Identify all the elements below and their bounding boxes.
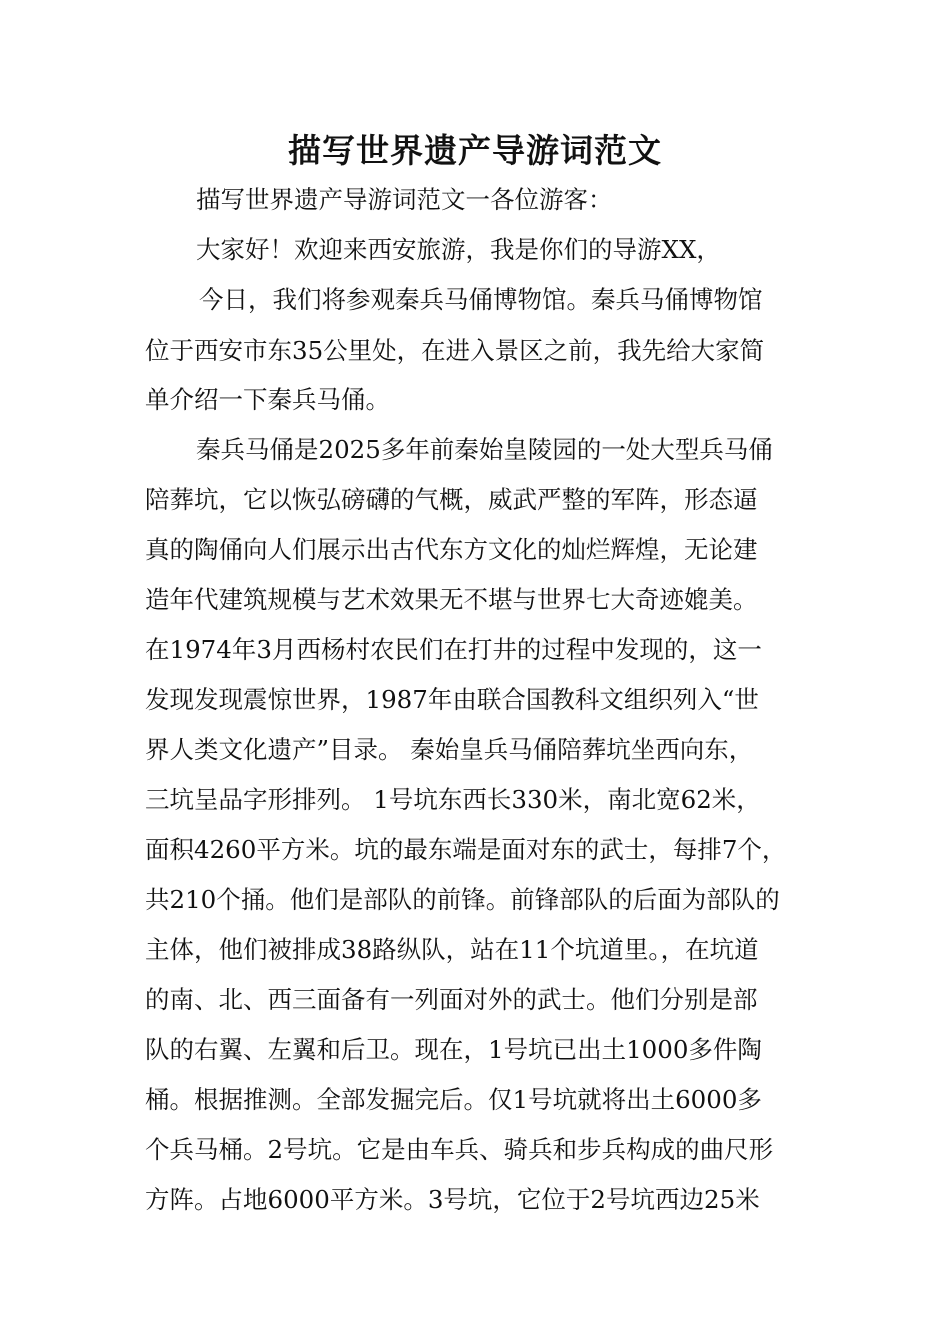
text-line: 位于西安市东35公里处，在进入景区之前，我先给大家简 [145,336,765,365]
text-line: 共210个捅。他们是部队的前锋。前锋部队的后面为部队的 [145,885,780,914]
document-title: 描写世界遗产导游词范文 [288,131,662,170]
text-line: 三坑呈品字形排列。 1号坑东西长330米，南北宽62米， [145,785,761,814]
text-line: 陪葬坑，它以恢弘磅礴的气概，威武严整的军阵，形态逼 [145,485,758,514]
text-line: 发现发现震惊世界，1987年由联合国教科文组织列入“世 [145,685,759,714]
text-line: 队的右翼、左翼和后卫。现在，1号坑已出土1000多件陶 [145,1035,762,1064]
text-line: 个兵马桶。2号坑。它是由车兵、骑兵和步兵构成的曲尺形 [145,1135,774,1164]
text-line: 主体，他们被排成38路纵队，站在11个坑道里。，在坑道 [145,935,759,964]
text-line: 造年代建筑规模与艺术效果无不堪与世界七大奇迹媲美。 [145,585,758,614]
text-line: 单介绍一下秦兵马俑。 [145,385,390,414]
text-line: 大家好！欢迎来西安旅游，我是你们的导游XX， [196,235,721,264]
text-line: 描写世界遗产导游词范文一各位游客： [196,185,613,214]
text-line: 界人类文化遗产”目录。 秦始皇兵马俑陪葬坑坐西向东， [145,735,754,764]
text-line: 秦兵马俑是2025多年前秦始皇陵园的一处大型兵马俑 [196,435,773,464]
text-line: 今日，我们将参观秦兵马俑博物馆。秦兵马俑博物馆 [199,285,763,314]
text-line: 在1974年3月西杨村农民们在打井的过程中发现的，这一 [145,635,762,664]
text-line: 的南、北、西三面备有一列面对外的武士。他们分别是部 [145,985,758,1014]
text-line: 桶。根据推测。全部发掘完后。仅1号坑就将出土6000多 [145,1085,762,1114]
text-line: 方阵。占地6000平方米。3号坑，它位于2号坑西边25米 [145,1185,760,1214]
text-line: 面积4260平方米。坑的最东端是面对东的武士，每排7个， [145,835,787,864]
text-line: 真的陶俑向人们展示出古代东方文化的灿烂辉煌，无论建 [145,535,758,564]
